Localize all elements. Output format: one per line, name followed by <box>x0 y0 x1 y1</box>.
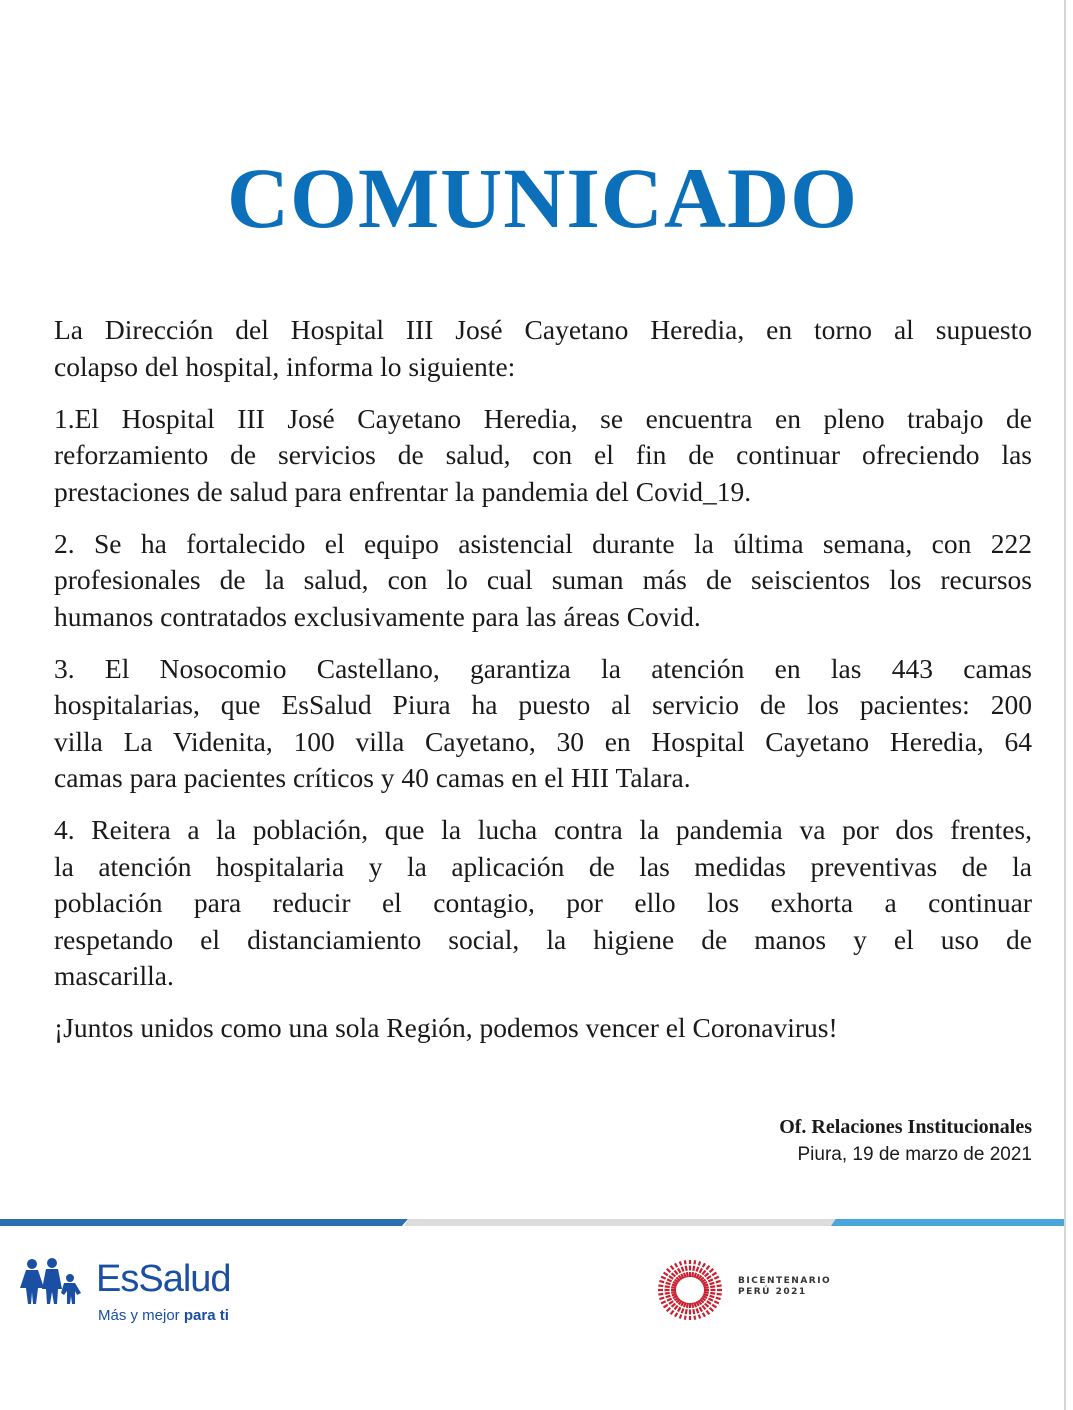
text-line: villa La Videnita, 100 villa Cayetano, 30 en Hospital Cayetano Heredia, 64 <box>54 725 1032 757</box>
paragraph <box>54 651 1032 797</box>
bicentenario-line1: BICENTENARIO <box>738 1276 832 1286</box>
signature-date: Piura, 19 de marzo de 2021 <box>797 1144 1032 1165</box>
tagline-light: Más y mejor <box>98 1307 184 1324</box>
document-body <box>54 312 1032 1062</box>
text-line: hospitalarias, que EsSalud Piura ha puesto al servicio de los pacientes: 200 <box>54 689 1032 720</box>
paragraph <box>54 1010 1032 1047</box>
bicentenario-burst-icon <box>654 1258 726 1322</box>
bicentenario-text <box>738 1276 831 1298</box>
text-line: prestaciones de salud para enfrentar la pandemia del Covid_19. <box>54 475 752 507</box>
text-line: La Dirección del Hospital III José Cayetano Heredia, en torno al supuesto <box>54 314 1032 345</box>
signature-office: Of. Relaciones Institucionales <box>779 1116 1032 1138</box>
essalud-tagline <box>98 1307 229 1324</box>
text-line: la atención hospitalaria y la aplicación de las medidas preventivas de la <box>54 850 1032 882</box>
footer-band-gray <box>404 1219 837 1226</box>
footer-band-light-blue <box>831 1219 1064 1226</box>
text-line: mascarilla. <box>54 960 174 991</box>
paragraph <box>54 812 1032 995</box>
text-line: respetando el distanciamiento social, la higiene de manos y el uso de <box>54 923 1032 955</box>
text-line: colapso del hospital, informa lo siguiente: <box>54 350 516 382</box>
bicentenario-logo <box>654 1258 832 1327</box>
text-line: reforzamiento de servicios de salud, con el fin de continuar ofreciendo las <box>54 439 1032 470</box>
paragraph <box>54 312 1032 385</box>
text-line: 1.El Hospital III José Cayetano Heredia, se encuentra en pleno trabajo de <box>54 402 1032 434</box>
text-line: profesionales de la salud, con lo cual suman más de seiscientos los recursos <box>54 564 1032 595</box>
text-line: 3. El Nosocomio Castellano, garantiza la atención en las 443 camas <box>54 652 1032 684</box>
text-line: ¡Juntos unidos como una sola Región, podemos vencer el Coronavirus! <box>54 1012 838 1043</box>
text-line: población para reducir el contagio, por ello los exhorta a continuar <box>54 887 1032 918</box>
tagline-bold: para ti <box>183 1307 229 1324</box>
text-line: 2. Se ha fortalecido el equipo asistencial durante la última semana, con 222 <box>54 527 1032 559</box>
paragraph <box>54 526 1032 636</box>
text-line: camas para pacientes críticos y 40 camas en el HII Talara. <box>54 762 691 793</box>
footer-band-blue <box>0 1219 408 1226</box>
text-line: 4. Reitera a la población, que la lucha contra la pandemia va por dos frentes, <box>54 814 1032 845</box>
text-line: humanos contratados exclusivamente para las áreas Covid. <box>54 600 701 632</box>
essalud-logo <box>18 1258 231 1324</box>
signature-block <box>779 1116 1032 1166</box>
essalud-name: EsSalud <box>96 1258 231 1300</box>
family-icon <box>18 1258 98 1306</box>
page-title: COMUNICADO <box>226 150 859 246</box>
bicentenario-line2: PERÚ 2021 <box>738 1287 807 1297</box>
paragraph <box>54 401 1032 511</box>
